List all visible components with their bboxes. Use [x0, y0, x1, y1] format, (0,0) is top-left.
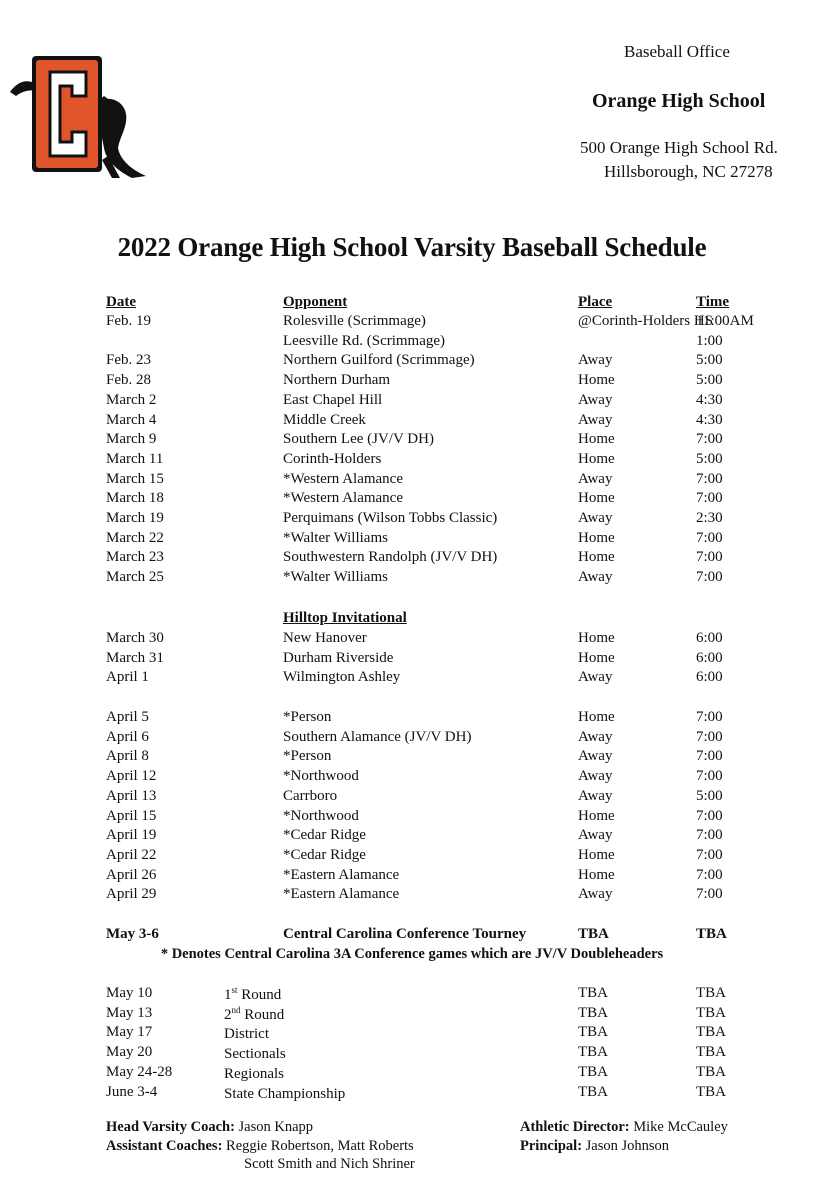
game-place: Away	[578, 768, 613, 785]
game-opponent: *Person	[283, 748, 332, 765]
game-time: 4:30	[696, 411, 723, 428]
schedule-row	[0, 808, 824, 828]
game-opponent: *Cedar Ridge	[283, 827, 366, 844]
page-title: 2022 Orange High School Varsity Baseball Schedule	[117, 232, 707, 262]
game-opponent: Southern Lee (JV/V DH)	[283, 431, 434, 448]
game-place: Away	[578, 411, 613, 428]
round-number: 1	[224, 987, 232, 1003]
game-place: Away	[578, 728, 613, 745]
game-date: April 22	[106, 846, 157, 863]
game-time: 5:00	[696, 450, 723, 467]
playoff-place: TBA	[578, 1083, 608, 1100]
game-date: March 31	[106, 649, 164, 666]
game-time: 5:00	[696, 372, 723, 389]
game-place: Away	[578, 510, 613, 526]
schedule-row	[0, 650, 824, 670]
round-name: Regionals	[224, 1065, 284, 1082]
game-time: 5:00	[696, 787, 723, 804]
playoff-round	[224, 1024, 269, 1043]
game-opponent: *Cedar Ridge	[283, 846, 366, 863]
schedule-row	[0, 412, 824, 432]
playoff-date: May 20	[106, 1044, 153, 1061]
game-opponent: East Chapel Hill	[283, 391, 383, 408]
game-time: 11:00AM	[696, 313, 754, 329]
round-suffix: nd	[231, 1004, 241, 1015]
schedule-row	[0, 867, 824, 887]
game-date: April 6	[106, 728, 149, 745]
game-date: April 29	[106, 886, 157, 903]
header-date: Date	[106, 294, 136, 310]
game-place: Home	[578, 846, 615, 863]
round-name: Sectionals	[224, 1046, 286, 1063]
game-time: 7:00	[696, 569, 723, 586]
tourney-time: TBA	[696, 926, 727, 942]
game-date: Feb. 19	[106, 313, 151, 329]
head-coach-name: Jason Knapp	[238, 1119, 314, 1135]
game-time: 2:30	[696, 510, 723, 526]
athletic-director-name: Mike McCauley	[633, 1119, 728, 1135]
game-place: Home	[578, 529, 615, 546]
schedule-row	[0, 847, 824, 867]
game-date: March 9	[106, 431, 157, 448]
game-time: 7:00	[696, 709, 723, 725]
game-opponent: Wilmington Ashley	[283, 669, 401, 686]
game-date: Feb. 28	[106, 372, 151, 389]
schedule-row	[0, 549, 824, 569]
office-name: Baseball Office	[624, 42, 730, 61]
game-time: 4:30	[696, 391, 723, 408]
round-name: District	[224, 1026, 269, 1043]
schedule-row	[0, 471, 824, 491]
game-opponent: *Eastern Alamance	[283, 866, 400, 883]
game-place: Away	[578, 748, 613, 765]
schedule-row	[0, 569, 824, 589]
schedule-row	[0, 748, 824, 768]
game-date: March 15	[106, 470, 164, 487]
game-date: March 19	[106, 510, 164, 526]
game-place: Home	[578, 709, 615, 725]
athletic-director	[520, 1119, 728, 1136]
game-date: April 13	[106, 787, 157, 804]
playoff-row	[0, 1044, 824, 1064]
address-line-2: Hillsborough, NC 27278	[604, 162, 773, 181]
game-place: Home	[578, 372, 615, 389]
schedule-row	[0, 768, 824, 788]
game-place: Home	[578, 807, 615, 824]
game-time: 7:00	[696, 728, 723, 745]
game-time: 6:00	[696, 630, 723, 646]
playoff-time: TBA	[696, 1083, 726, 1100]
game-place: Home	[578, 866, 615, 883]
game-opponent: Perquimans (Wilson Tobbs Classic)	[283, 510, 498, 526]
game-date: Feb. 23	[106, 352, 151, 369]
athletic-director-label: Athletic Director:	[520, 1119, 630, 1135]
school-name: Orange High School	[592, 90, 766, 112]
game-opponent: *Eastern Alamance	[283, 886, 400, 903]
tourney-row	[0, 926, 824, 946]
game-time: 7:00	[696, 846, 723, 863]
principal-label: Principal:	[520, 1138, 583, 1154]
playoff-time: TBA	[696, 1024, 726, 1041]
playoff-row	[0, 1064, 824, 1084]
header-opponent: Opponent	[283, 294, 348, 310]
principal	[520, 1138, 669, 1155]
game-time: 6:00	[696, 669, 723, 686]
game-time: 1:00	[696, 332, 723, 349]
playoff-row	[0, 1084, 824, 1104]
game-place: Home	[578, 549, 615, 566]
game-date: April 26	[106, 866, 157, 883]
playoff-date: May 24-28	[106, 1063, 173, 1080]
game-opponent: *Walter Williams	[283, 569, 388, 586]
game-opponent: Leesville Rd. (Scrimmage)	[283, 332, 446, 349]
game-opponent: Rolesville (Scrimmage)	[283, 313, 426, 329]
schedule-row	[0, 630, 824, 650]
game-date: April 12	[106, 768, 157, 785]
game-time: 7:00	[696, 470, 723, 487]
head-coach	[106, 1119, 313, 1136]
game-place: Away	[578, 886, 613, 903]
game-date: March 4	[106, 411, 157, 428]
game-opponent: *Northwood	[283, 807, 359, 824]
game-opponent: Northern Durham	[283, 372, 391, 389]
playoff-time: TBA	[696, 985, 726, 1001]
logo-letter: O	[66, 122, 68, 123]
assistant-coaches-names-1: Reggie Robertson, Matt Roberts	[226, 1138, 414, 1154]
head-coach-label: Head Varsity Coach:	[106, 1119, 235, 1135]
game-time: 7:00	[696, 549, 723, 566]
playoff-round	[224, 1005, 284, 1024]
assistant-coaches	[106, 1138, 414, 1155]
round-suffix: st	[231, 985, 238, 995]
playoff-time: TBA	[696, 1063, 726, 1080]
playoff-round	[224, 1064, 284, 1083]
schedule-row	[0, 451, 824, 471]
playoff-date: May 13	[106, 1004, 153, 1021]
invitational-title: Hilltop Invitational	[283, 610, 407, 626]
round-name: Round	[240, 1006, 285, 1023]
schedule-row	[0, 313, 824, 333]
schedule-row	[0, 788, 824, 808]
schedule-row	[0, 729, 824, 749]
round-name: Round	[237, 987, 282, 1003]
game-time: 7:00	[696, 768, 723, 785]
header-time: Time	[696, 294, 730, 310]
playoff-round	[224, 1084, 345, 1103]
game-place: Home	[578, 490, 615, 507]
playoff-time: TBA	[696, 1044, 726, 1061]
game-time: 7:00	[696, 866, 723, 883]
game-time: 7:00	[696, 827, 723, 844]
game-time: 5:00	[696, 352, 723, 369]
playoff-time: TBA	[696, 1004, 726, 1021]
game-place: Away	[578, 391, 613, 408]
game-place: Away	[578, 470, 613, 487]
playoff-place: TBA	[578, 985, 608, 1001]
schedule-row	[0, 333, 824, 353]
game-place: @Corinth-Holders HS	[578, 313, 714, 329]
playoff-date: June 3-4	[106, 1083, 158, 1100]
game-place: Away	[578, 352, 613, 369]
game-opponent: New Hanover	[283, 630, 367, 646]
game-date: April 5	[106, 709, 149, 725]
game-opponent: *Walter Williams	[283, 529, 388, 546]
school-logo	[8, 52, 148, 180]
game-time: 7:00	[696, 490, 723, 507]
column-headers	[0, 294, 824, 314]
assistant-coaches-label: Assistant Coaches:	[106, 1138, 223, 1154]
tourney-date: May 3-6	[106, 926, 159, 942]
game-opponent: *Western Alamance	[283, 490, 403, 507]
schedule-row	[0, 827, 824, 847]
game-place: Away	[578, 827, 613, 844]
address-line-1: 500 Orange High School Rd.	[580, 138, 778, 157]
game-opponent: *Northwood	[283, 768, 359, 785]
playoff-row	[0, 1024, 824, 1044]
game-opponent: Northern Guilford (Scrimmage)	[283, 352, 475, 369]
game-opponent: Southwestern Randolph (JV/V DH)	[283, 549, 498, 566]
playoff-place: TBA	[578, 1063, 608, 1080]
playoff-round	[224, 1044, 286, 1063]
schedule-row	[0, 490, 824, 510]
game-date: March 25	[106, 569, 164, 586]
playoff-round	[224, 985, 281, 1004]
schedule-row	[0, 392, 824, 412]
playoff-row	[0, 1005, 824, 1025]
playoff-place: TBA	[578, 1044, 608, 1061]
playoff-date: May 10	[106, 985, 153, 1001]
game-place: Home	[578, 450, 615, 467]
game-opponent: Corinth-Holders	[283, 450, 382, 467]
schedule-row	[0, 352, 824, 372]
game-time: 7:00	[696, 748, 723, 765]
tourney-place: TBA	[578, 926, 609, 942]
schedule-row	[0, 669, 824, 689]
game-date: March 11	[106, 450, 164, 467]
tourney-name: Central Carolina Conference Tourney	[283, 926, 527, 942]
game-date: March 30	[106, 630, 164, 646]
playoff-date: May 17	[106, 1024, 153, 1041]
game-opponent: Carrboro	[283, 787, 338, 804]
game-place: Home	[578, 431, 615, 448]
game-time: 7:00	[696, 807, 723, 824]
game-opponent: *Western Alamance	[283, 470, 403, 487]
schedule-row	[0, 510, 824, 530]
assistant-coaches-names-2: Scott Smith and Nich Shriner	[244, 1156, 415, 1172]
game-date: March 22	[106, 529, 164, 546]
schedule-row	[0, 431, 824, 451]
game-opponent: *Person	[283, 709, 332, 725]
playoff-place: TBA	[578, 1024, 608, 1041]
playoff-row	[0, 985, 824, 1005]
playoff-place: TBA	[578, 1004, 608, 1021]
game-date: April 19	[106, 827, 157, 844]
game-opponent: Middle Creek	[283, 411, 366, 428]
game-time: 6:00	[696, 649, 723, 666]
conference-note: * Denotes Central Carolina 3A Conference games which are JV/V Doubleheaders	[160, 946, 664, 962]
game-place: Away	[578, 669, 613, 686]
game-time: 7:00	[696, 886, 723, 903]
game-date: April 8	[106, 748, 149, 765]
schedule-row	[0, 372, 824, 392]
schedule-row	[0, 530, 824, 550]
round-name: State Championship	[224, 1085, 346, 1102]
game-date: April 1	[106, 669, 149, 686]
game-place: Home	[578, 649, 615, 666]
game-opponent: Southern Alamance (JV/V DH)	[283, 728, 472, 745]
header-place: Place	[578, 294, 613, 310]
game-place: Away	[578, 569, 613, 586]
game-date: March 23	[106, 549, 164, 566]
game-place: Away	[578, 787, 613, 804]
principal-name: Jason Johnson	[585, 1138, 670, 1154]
game-date: March 2	[106, 391, 157, 408]
round-number: 2	[224, 1006, 232, 1023]
schedule-row	[0, 886, 824, 906]
game-time: 7:00	[696, 529, 723, 546]
game-date: March 18	[106, 490, 164, 507]
game-date: April 15	[106, 807, 157, 824]
game-place: Home	[578, 630, 615, 646]
game-opponent: Durham Riverside	[283, 649, 394, 666]
schedule-row	[0, 709, 824, 729]
game-time: 7:00	[696, 431, 723, 448]
